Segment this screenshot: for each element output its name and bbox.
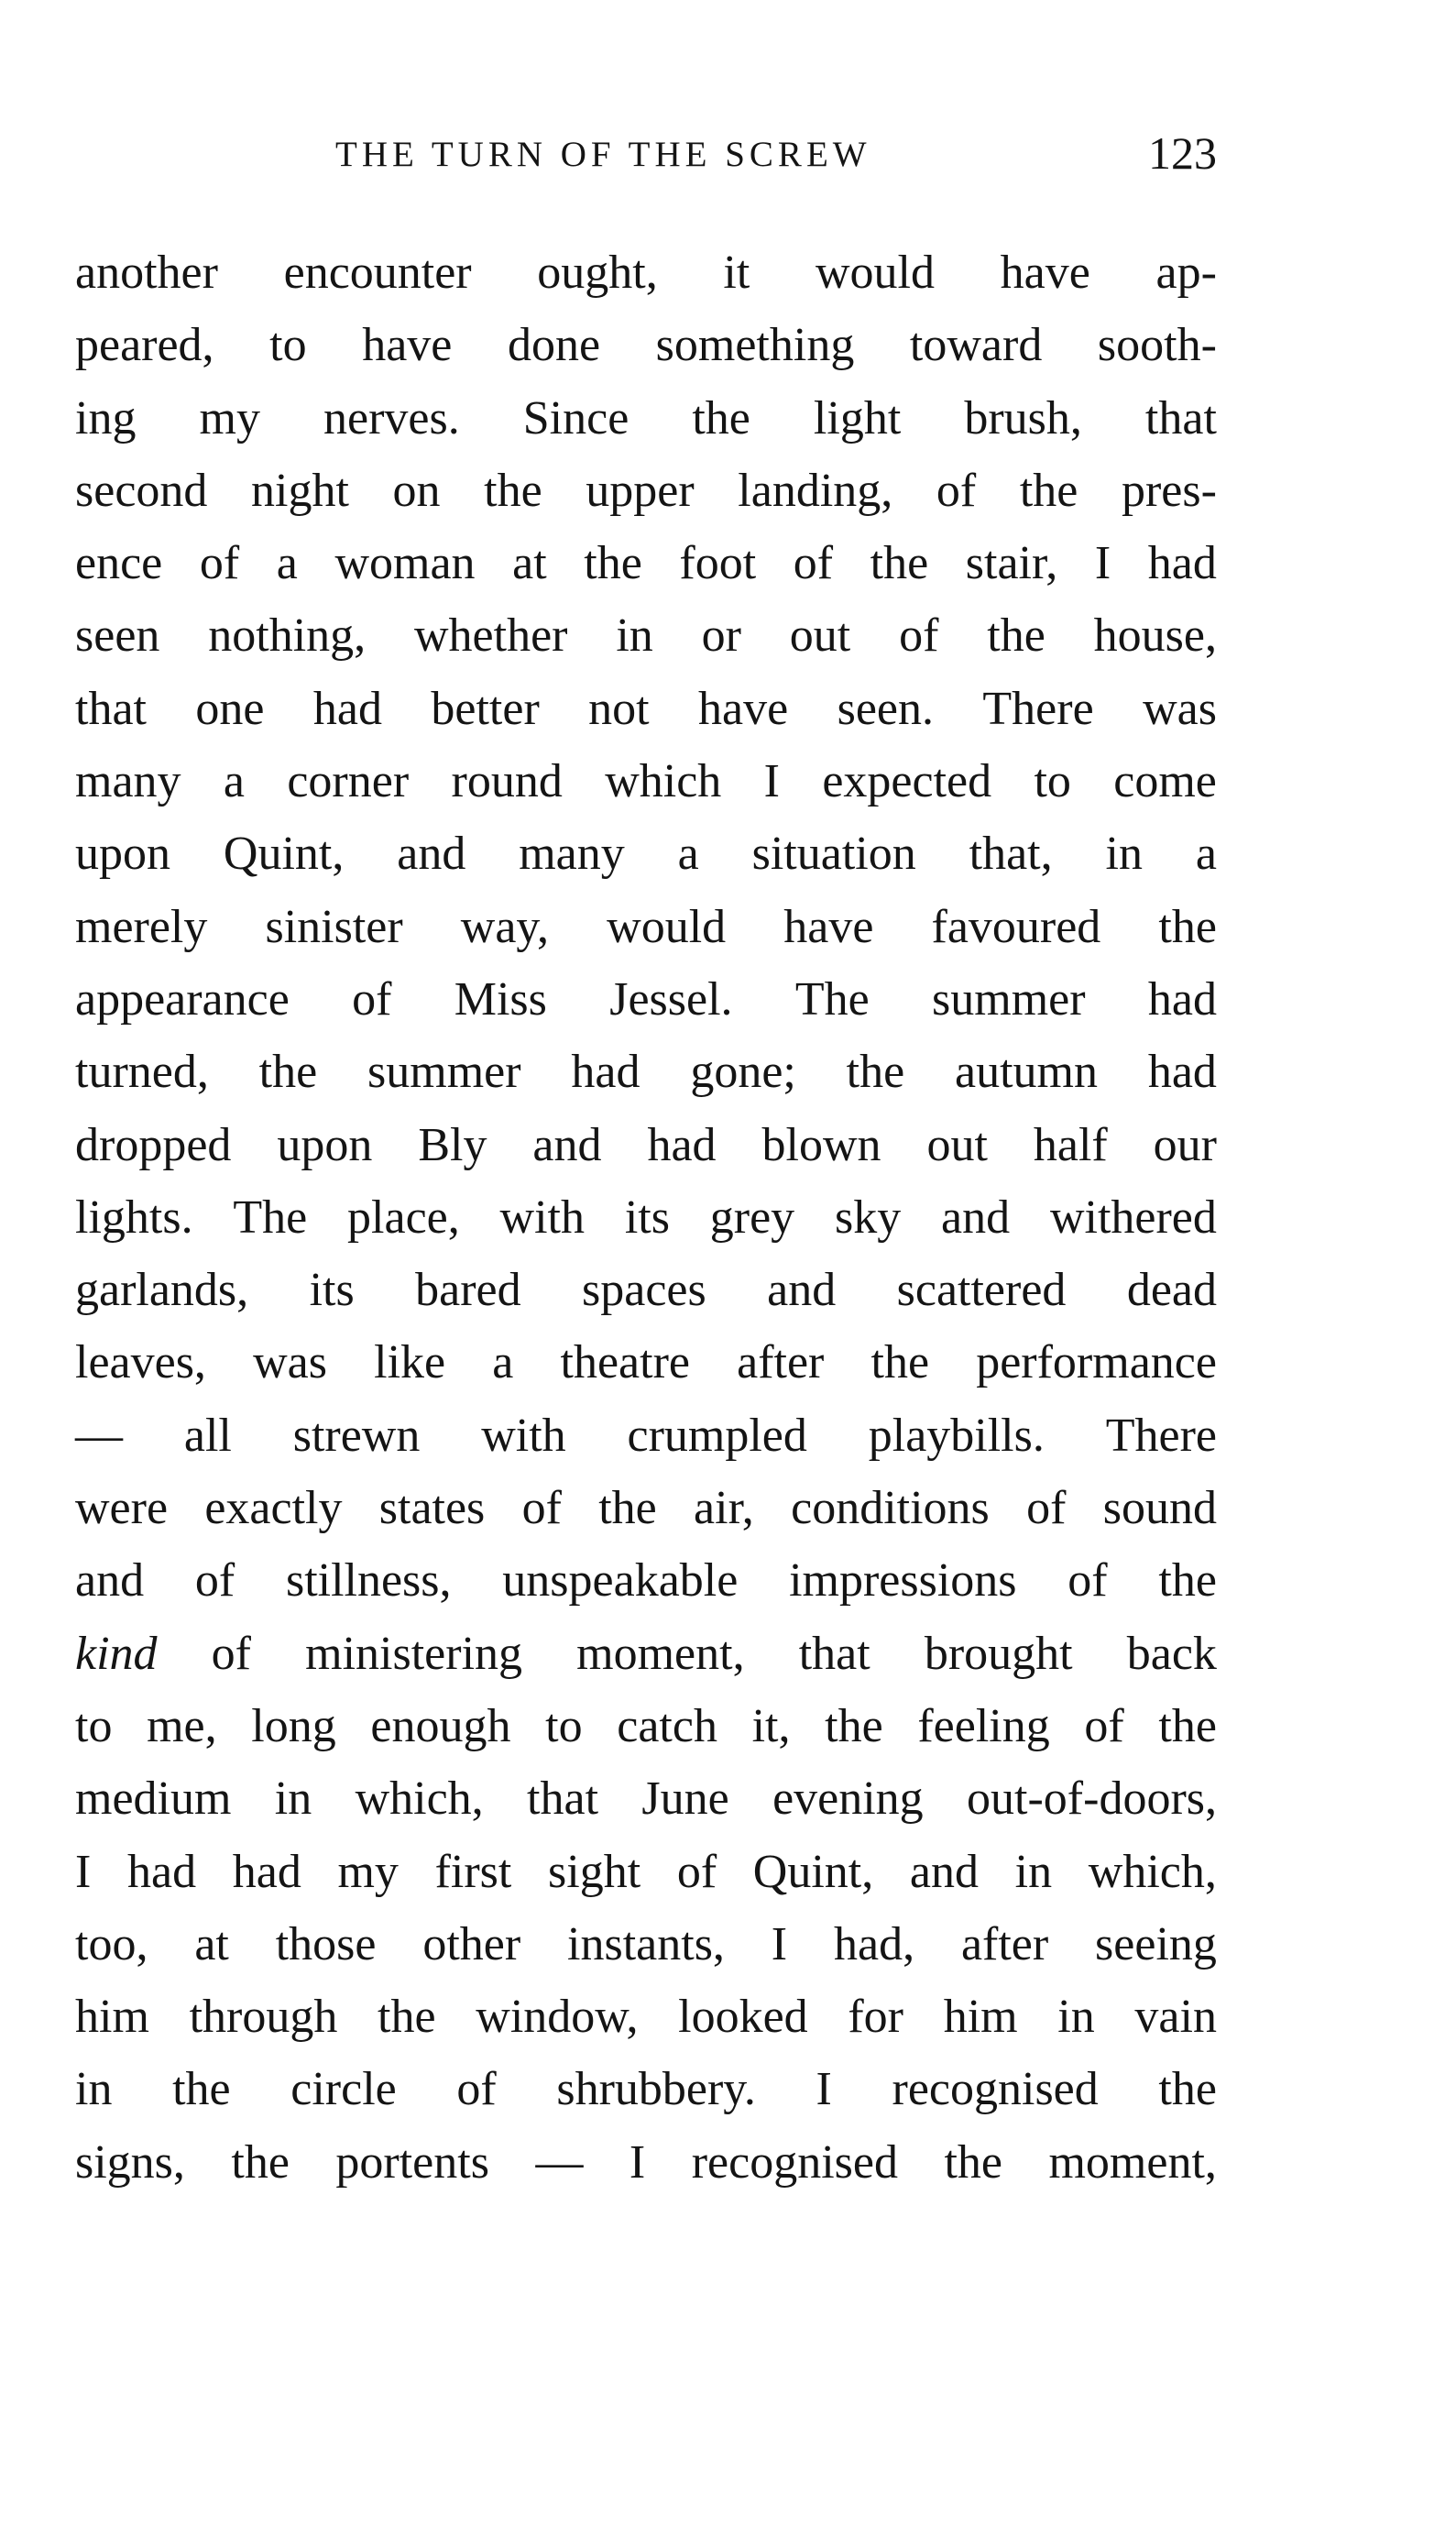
word: after [737, 1336, 825, 1389]
word: woman [334, 537, 476, 590]
word: that [527, 1772, 599, 1826]
word: with [499, 1191, 585, 1244]
word: through [189, 1991, 338, 2044]
word: autumn [955, 1046, 1099, 1099]
word: light [813, 391, 902, 444]
word: out-of-doors, [967, 1772, 1217, 1826]
text-line [75, 1254, 1217, 1326]
word: I [629, 2135, 646, 2189]
word: the [598, 1482, 657, 1535]
text-line [75, 1762, 1217, 1835]
word: moment, [1048, 2135, 1217, 2189]
word: out [789, 609, 851, 663]
word: performance [976, 1336, 1217, 1389]
word: a [276, 537, 298, 590]
word: pres- [1121, 464, 1217, 517]
word: had [312, 682, 382, 735]
word: the [584, 537, 642, 590]
word: have [362, 319, 453, 372]
word: recognised [691, 2135, 898, 2189]
text-line [75, 891, 1217, 963]
word: seeing [1095, 1917, 1217, 1970]
word: and [397, 828, 466, 881]
body-text [75, 236, 1217, 2199]
word: it [723, 247, 750, 299]
word: spaces [582, 1264, 706, 1317]
word: looked [678, 1991, 808, 2044]
word: of [199, 537, 240, 590]
word: would [816, 247, 935, 299]
word: which [605, 755, 722, 808]
word: catch [617, 1699, 717, 1752]
word: or [701, 609, 741, 663]
word: brush, [964, 391, 1082, 444]
word: the [258, 1046, 318, 1099]
word: toward [909, 319, 1043, 372]
word: its [309, 1264, 355, 1317]
word: states [378, 1482, 486, 1535]
word: withered [1049, 1191, 1217, 1244]
word: the [870, 537, 929, 590]
word: the [1158, 1554, 1217, 1608]
word: which, [1088, 1845, 1217, 1898]
word: whether [414, 609, 568, 663]
text-line [75, 236, 1217, 309]
word: impressions [789, 1554, 1017, 1608]
word: second [75, 464, 208, 517]
word: nothing, [208, 609, 367, 663]
word: that, [969, 828, 1053, 881]
text-line [75, 673, 1217, 745]
word: house, [1093, 609, 1217, 663]
word: better [431, 682, 540, 735]
word: our [1153, 1118, 1217, 1171]
text-line [75, 1836, 1217, 1908]
word: June [641, 1772, 729, 1826]
word: playbills. [868, 1409, 1045, 1462]
word: sound [1102, 1482, 1217, 1535]
word: and [532, 1118, 602, 1171]
word: come [1113, 755, 1217, 808]
word: of [793, 537, 834, 590]
word: night [251, 464, 349, 517]
word: unspeakable [502, 1554, 739, 1608]
word: Miss [454, 972, 547, 1026]
word: bared [415, 1264, 521, 1317]
word: of [211, 1627, 251, 1680]
word: the [1158, 900, 1217, 953]
running-title: THE TURN OF THE SCREW [335, 135, 871, 174]
text-line [75, 527, 1217, 599]
word: situation [751, 828, 916, 881]
word: evening [772, 1772, 924, 1826]
word: had, [833, 1917, 915, 1970]
word: garlands, [75, 1264, 249, 1317]
word: the [484, 464, 542, 517]
word: Since [522, 391, 629, 444]
word: Bly [418, 1118, 487, 1171]
word: that [1144, 391, 1217, 444]
word: many [75, 755, 181, 808]
word: blown [761, 1118, 881, 1171]
word: something [655, 319, 855, 372]
word: had [1147, 972, 1217, 1026]
word: it, [751, 1699, 791, 1752]
word: I [771, 1917, 788, 1970]
word: had [1147, 537, 1217, 590]
word: brought [924, 1627, 1073, 1680]
word: Quint, [223, 828, 345, 881]
text-line [75, 382, 1217, 455]
text-line [75, 1618, 1217, 1690]
word: in [1014, 1845, 1053, 1898]
word: the [378, 1991, 436, 2044]
word: had [647, 1118, 717, 1171]
word: circle [290, 2063, 397, 2116]
word: signs, [75, 2135, 185, 2189]
word: I [1094, 537, 1111, 590]
page-number: 123 [1148, 127, 1217, 179]
word: have [1000, 247, 1090, 299]
word: in [1105, 828, 1143, 881]
word: peared, [75, 319, 214, 372]
word: would [607, 900, 727, 953]
word: a [1195, 828, 1217, 881]
word: at [512, 537, 547, 590]
word: of [521, 1482, 562, 1535]
word: gone; [690, 1046, 796, 1099]
word: out [926, 1118, 988, 1171]
word: and [941, 1191, 1011, 1244]
word: other [422, 1917, 521, 1970]
word: encounter [283, 247, 472, 299]
word: Quint, [752, 1845, 874, 1898]
text-line [75, 1181, 1217, 1254]
word: at [194, 1917, 229, 1970]
word: the [231, 2135, 290, 2189]
word: way, [460, 900, 550, 953]
word: of [899, 609, 939, 663]
text-line [75, 963, 1217, 1036]
text-line [75, 1472, 1217, 1544]
word: have [698, 682, 789, 735]
word: of [936, 464, 977, 517]
word: after [960, 1917, 1049, 1970]
word: him [75, 1991, 149, 2044]
text-line [75, 1036, 1217, 1108]
word: had [1147, 1046, 1217, 1099]
word: have [783, 900, 874, 953]
word: conditions [791, 1482, 990, 1535]
word: the [1019, 464, 1078, 517]
word: ence [75, 537, 163, 590]
word: dead [1126, 1264, 1217, 1317]
word: scattered [896, 1264, 1067, 1317]
word: ought, [537, 247, 658, 299]
word: of [1067, 1554, 1108, 1608]
word: was [253, 1336, 327, 1389]
word: I [75, 1845, 92, 1898]
word: instants, [567, 1917, 725, 1970]
word: the [944, 2135, 1002, 2189]
word: and [909, 1845, 979, 1898]
word: one [195, 682, 265, 735]
word: of [1084, 1699, 1124, 1752]
word: of [1026, 1482, 1067, 1535]
text-line [75, 1326, 1217, 1399]
word: my [337, 1845, 399, 1898]
word: in [75, 2063, 113, 2116]
word: stair, [965, 537, 1058, 590]
italic-word: kind [75, 1627, 158, 1680]
word: which, [355, 1772, 484, 1826]
word: seen [75, 609, 160, 663]
text-line [75, 1544, 1217, 1617]
word: portents [335, 2135, 489, 2189]
word: nerves. [323, 391, 460, 444]
text-line [75, 309, 1217, 381]
word: done [507, 319, 601, 372]
text-line [75, 1690, 1217, 1762]
word: the [1158, 1699, 1217, 1752]
word: — [75, 1409, 123, 1462]
word: moment, [576, 1627, 745, 1680]
word: Jessel. [609, 972, 733, 1026]
word: feeling [917, 1699, 1050, 1752]
word: me, [147, 1699, 217, 1752]
word: sooth- [1097, 319, 1217, 372]
word: not [588, 682, 650, 735]
word: in [274, 1772, 312, 1826]
word: a [223, 755, 245, 808]
word: long [251, 1699, 336, 1752]
word: a [677, 828, 699, 881]
word: landing, [738, 464, 893, 517]
word: had [126, 1845, 197, 1898]
word: to [1034, 755, 1071, 808]
text-line [75, 2053, 1217, 2125]
word: theatre [560, 1336, 690, 1389]
word: was [1143, 682, 1217, 735]
text-line [75, 1981, 1217, 2053]
word: strewn [292, 1409, 421, 1462]
word: merely [75, 900, 208, 953]
word: favoured [931, 900, 1101, 953]
word: summer [932, 972, 1086, 1026]
word: in [1057, 1991, 1095, 2044]
word: seen. [837, 682, 935, 735]
word: and [767, 1264, 837, 1317]
word: crumpled [627, 1409, 807, 1462]
word: shrubbery. [556, 2063, 756, 2116]
word: The [233, 1191, 308, 1244]
word: foot [679, 537, 757, 590]
word: enough [370, 1699, 511, 1752]
word: in [616, 609, 653, 663]
word: lights. [75, 1191, 193, 1244]
word: and [75, 1554, 145, 1608]
word: The [794, 972, 870, 1026]
word: ing [75, 391, 137, 444]
text-line [75, 455, 1217, 527]
word: back [1126, 1627, 1217, 1680]
word: him [943, 1991, 1018, 2044]
word: I [763, 755, 780, 808]
word: upper [586, 464, 695, 517]
text-line [75, 599, 1217, 672]
word: half [1033, 1118, 1108, 1171]
text-line [75, 2126, 1217, 2199]
word: — [535, 2135, 584, 2189]
word: the [825, 1699, 883, 1752]
word: vain [1134, 1991, 1217, 2044]
text-line [75, 1109, 1217, 1181]
word: my [199, 391, 260, 444]
word: that [798, 1627, 870, 1680]
word: upon [277, 1118, 373, 1171]
word: with [481, 1409, 566, 1462]
word: had [571, 1046, 640, 1099]
word: on [392, 464, 441, 517]
word: corner [287, 755, 410, 808]
word: of [352, 972, 392, 1026]
word: the [1158, 2063, 1217, 2116]
word: the [987, 609, 1045, 663]
word: leaves, [75, 1336, 206, 1389]
word: of [676, 1845, 717, 1898]
word: recognised [892, 2063, 1099, 2116]
word: medium [75, 1772, 232, 1826]
text-line [75, 1908, 1217, 1981]
word: sinister [265, 900, 403, 953]
text-line [75, 818, 1217, 890]
word: ministering [305, 1627, 523, 1680]
word: grey [709, 1191, 795, 1244]
word: were [75, 1482, 169, 1535]
text-line [75, 745, 1217, 818]
word: those [275, 1917, 377, 1970]
running-head [75, 126, 1217, 183]
word: I [816, 2063, 832, 2116]
word: sky [834, 1191, 902, 1244]
text-line [75, 1399, 1217, 1472]
word: a [492, 1336, 514, 1389]
word: to [545, 1699, 583, 1752]
word: had [232, 1845, 301, 1898]
word: There [982, 682, 1094, 735]
word: the [172, 2063, 231, 2116]
word: like [374, 1336, 446, 1389]
word: place, [347, 1191, 460, 1244]
word: the [692, 391, 750, 444]
word: its [624, 1191, 670, 1244]
word: for [848, 1991, 903, 2044]
word: upon [75, 828, 170, 881]
word: air, [694, 1482, 754, 1535]
word: the [846, 1046, 905, 1099]
word: first [434, 1845, 512, 1898]
word: appearance [75, 972, 290, 1026]
word: sight [548, 1845, 641, 1898]
word: that [75, 682, 147, 735]
word: There [1105, 1409, 1217, 1462]
word: the [870, 1336, 930, 1389]
word: many [519, 828, 625, 881]
word: to [75, 1699, 113, 1752]
word: round [451, 755, 563, 808]
word: dropped [75, 1118, 232, 1171]
word: exactly [204, 1482, 343, 1535]
word: all [183, 1409, 232, 1462]
word: stillness, [285, 1554, 452, 1608]
word: of [194, 1554, 235, 1608]
word: summer [367, 1046, 521, 1099]
word: to [269, 319, 307, 372]
word: too, [75, 1917, 148, 1970]
word: expected [822, 755, 992, 808]
word: window, [476, 1991, 639, 2044]
word: turned, [75, 1046, 209, 1099]
word: ap- [1155, 247, 1217, 299]
word: another [75, 247, 218, 299]
word: of [456, 2063, 497, 2116]
